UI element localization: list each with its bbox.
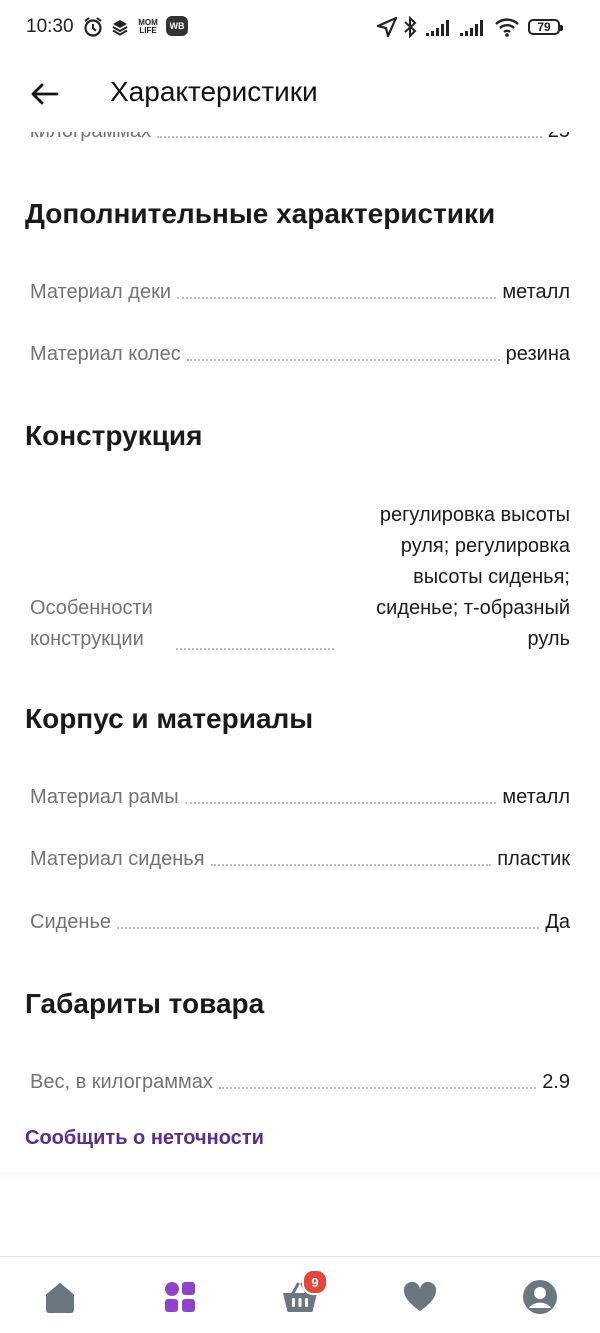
battery-indicator: 79	[528, 19, 560, 35]
spec-row	[30, 911, 570, 934]
signal-icon-2	[460, 14, 488, 40]
spec-row	[30, 343, 570, 366]
spec-value: 2.9	[542, 1071, 570, 1093]
status-time: 10:30	[26, 16, 74, 37]
dotted-leader	[176, 648, 334, 650]
dotted-leader	[219, 1087, 536, 1089]
nav-profile[interactable]	[516, 1275, 564, 1319]
status-bar	[0, 0, 600, 56]
spec-value: металл	[502, 786, 570, 808]
spec-value: Да	[545, 911, 570, 933]
dotted-leader	[177, 297, 496, 299]
wifi-icon	[494, 14, 520, 40]
nav-favorites[interactable]	[396, 1275, 444, 1319]
arrow-left-icon	[29, 82, 59, 106]
spec-label: Материал рамы	[30, 786, 179, 808]
favorites-icon	[402, 1281, 438, 1313]
dotted-leader	[211, 864, 492, 866]
spec-row	[30, 848, 570, 871]
spec-label: Материал деки	[30, 281, 171, 303]
mom-life-icon: MOM LIFE	[138, 18, 158, 35]
catalog-icon	[163, 1280, 197, 1314]
app-bar	[0, 56, 600, 132]
dotted-leader	[187, 359, 500, 361]
spec-value: пластик	[497, 848, 570, 870]
dotted-leader	[185, 802, 497, 804]
spec-label: Вес, в килограммах	[30, 1071, 213, 1093]
cart-badge: 9	[302, 1269, 328, 1295]
dotted-leader	[157, 136, 542, 138]
spec-row	[30, 1071, 570, 1094]
bottom-navigation	[0, 1256, 600, 1333]
wb-app-icon: WB	[166, 16, 188, 36]
home-icon	[43, 1281, 77, 1313]
back-button[interactable]	[24, 74, 64, 114]
location-arrow-icon	[376, 14, 398, 40]
spec-row	[30, 281, 570, 304]
spec-value: резина	[505, 343, 570, 365]
section-title-dimensions: Габариты товара	[25, 988, 265, 1019]
spec-label: Материал сиденья	[30, 848, 205, 870]
nav-catalog[interactable]	[156, 1275, 204, 1319]
section-title-construction: Конструкция	[25, 420, 203, 451]
spec-value: регулировка высоты руля; регулировка высоты сиденья; сиденье; т-образный руль	[376, 504, 570, 650]
spec-label: Материал колес	[30, 343, 181, 365]
dotted-leader	[117, 927, 539, 929]
report-inaccuracy-link[interactable]: Сообщить о неточности	[25, 1127, 264, 1149]
profile-icon	[522, 1279, 558, 1315]
spec-label: Особенности конструкции	[30, 597, 153, 650]
signal-icon-1	[426, 14, 454, 40]
page-title: Характеристики	[110, 76, 318, 107]
divider	[0, 1172, 600, 1182]
section-title-body: Корпус и материалы	[25, 703, 314, 734]
spec-row	[30, 500, 570, 655]
spec-label: Сиденье	[30, 911, 111, 933]
layers-icon	[112, 14, 128, 40]
nav-cart[interactable]	[276, 1275, 324, 1319]
alarm-icon	[82, 14, 104, 40]
section-title-additional: Дополнительные характеристики	[25, 198, 496, 229]
spec-value: металл	[502, 281, 570, 303]
bluetooth-icon	[402, 14, 418, 40]
spec-row	[30, 786, 570, 809]
nav-home[interactable]	[36, 1275, 84, 1319]
